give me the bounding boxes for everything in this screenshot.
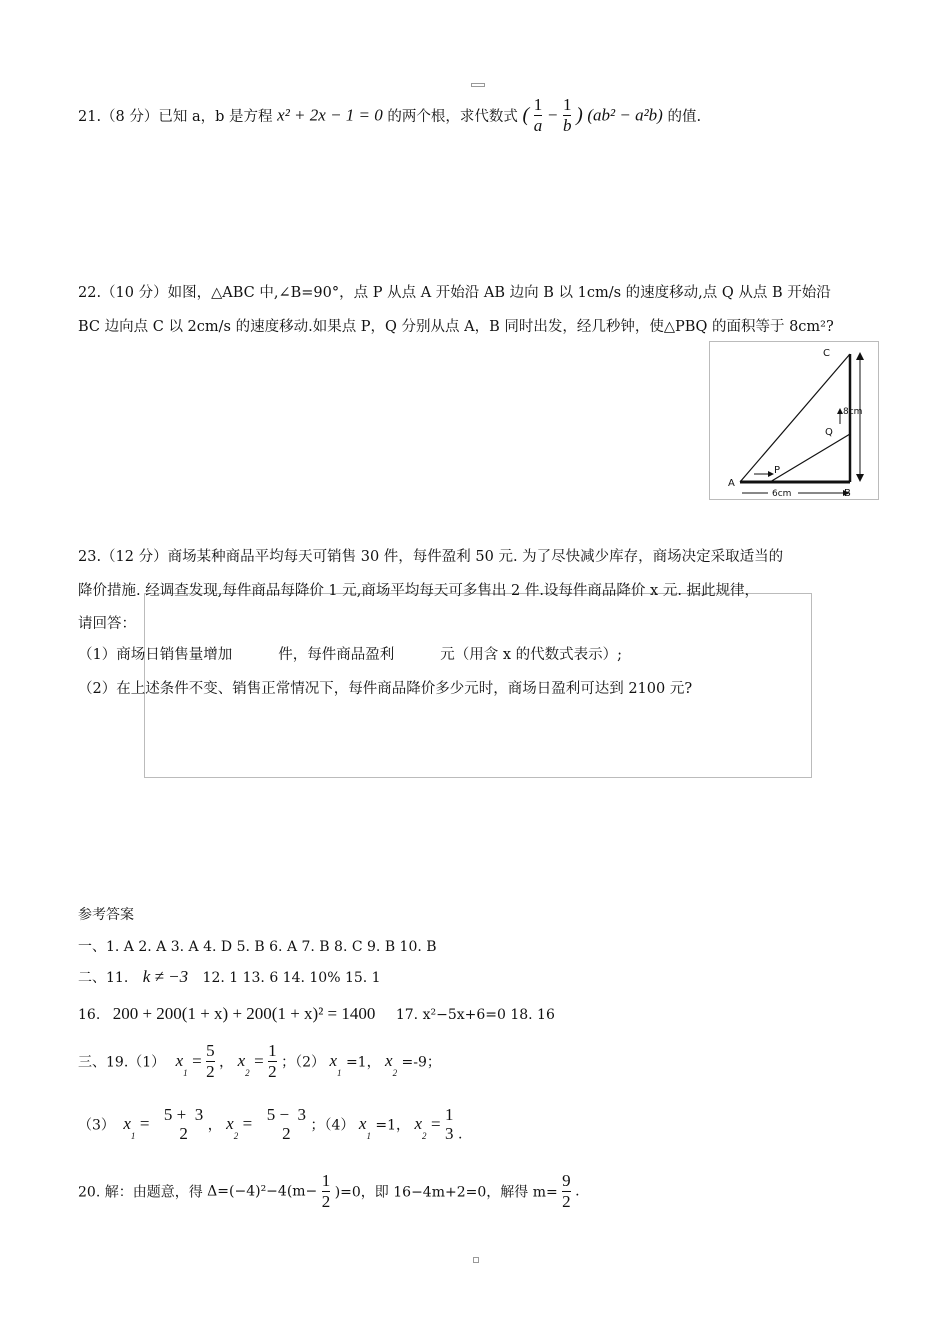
q22-line1: 22.（10 分）如图，△ABC 中,∠B=90°，点 P 从点 A 开始沿 AB 边向 B 以 1cm/s 的速度移动,点 Q 从点 B 开始沿 (78, 285, 831, 301)
bc-arrow-top (856, 352, 864, 360)
answers-line4 (78, 1042, 441, 1092)
answers-20-period: . (575, 1183, 580, 1200)
answers-19-label: 三、19.（1） (78, 1054, 166, 1071)
label-bc-length: 8cm (843, 407, 863, 417)
frac-5-minus-sqrt3: 5 − 3 2 (266, 1105, 307, 1143)
x1-var-b: $x_1$ (329, 1050, 342, 1079)
q23-part1-a: （1）商场日销售量增加 (78, 647, 233, 663)
equals-4: = (242, 1114, 253, 1134)
frac-1-3: 1 3 (445, 1105, 454, 1143)
q21-minus: − (546, 105, 559, 125)
label-c: C (823, 348, 830, 359)
comma: ， (219, 1054, 234, 1071)
answers-line2-prefix: 二、11. (78, 970, 129, 986)
x1-var: $x_1$ (175, 1050, 188, 1079)
answers-q16-expr: 200 + 200(1 + x) + 200(1 + x)² = 1400 (112, 1004, 376, 1023)
top-page-mark (471, 83, 485, 87)
answers-19-part2-x2: =-9； (401, 1054, 441, 1071)
answers-20-prefix: 20. 解：由题意，得 (78, 1184, 203, 1201)
answers-20-rest: )=0，即 16−4m+2=0，解得 m= (334, 1184, 558, 1201)
answers-line3 (78, 1004, 555, 1024)
answers-title: 参考答案 (78, 907, 134, 923)
equals-2: = (254, 1051, 264, 1071)
answers-line6 (78, 1172, 580, 1216)
answers-19-part2-x1: =1， (345, 1054, 381, 1071)
x1-var-c: $x_1$ (123, 1113, 136, 1142)
label-q: Q (825, 427, 833, 438)
answers-line3-rest: 17. x²−5x+6=0 18. 16 (395, 1007, 555, 1023)
label-b: B (844, 488, 851, 499)
frac-9-2: $\frac{9}{2}$ (562, 1171, 571, 1211)
answers-line2-rest: 12. 1 13. 6 14. 10% 15. 1 (202, 970, 381, 986)
x2-var: $x_2$ (237, 1050, 250, 1079)
side-ac (740, 354, 850, 482)
answers-line1: 一、1. A 2. A 3. A 4. D 5. B 6. A 7. B 8. C 9. B 10. B (78, 939, 437, 955)
x2-var-b: $x_2$ (385, 1050, 398, 1079)
question-21 (78, 96, 701, 140)
q21-frac-1-over-b: $\frac{1}{b}$ (562, 95, 572, 135)
equals-5: = (430, 1114, 441, 1134)
bottom-page-mark (473, 1257, 479, 1263)
answers-19-part2-label: ；（2） (281, 1054, 325, 1071)
answers-line3-prefix: 16. (78, 1007, 101, 1023)
equals-3: = (139, 1114, 150, 1134)
bc-arrow-bottom (856, 474, 864, 482)
q22-figure (709, 341, 879, 500)
answers-line5 (78, 1106, 462, 1156)
q22-line2: BC 边向点 C 以 2cm/s 的速度移动.如果点 P，Q 分别从点 A，B 同时出发，经几秒钟，使△PBQ 的面积等于 8cm²? (78, 319, 834, 335)
label-p: P (774, 465, 781, 476)
comma-2: ， (207, 1117, 222, 1134)
q23-part1 (78, 643, 622, 664)
q23-line2: 降价措施. 经调查发现,每件商品每降价 1 元,商场平均每天可多售出 2 件.设每件商品降价 x 元. 据此规律， (78, 583, 760, 599)
answers-19-part4-x1: =1， (375, 1117, 411, 1134)
q23-line1: 23.（12 分）商场某种商品平均每天可销售 30 件，每件盈利 50 元. 为了尽快减少库存，商场决定采取适当的 (78, 549, 784, 565)
q21-expr-tail: (ab² − a²b) (587, 105, 663, 125)
frac-1-2: $\frac{1}{2}$ (268, 1041, 277, 1081)
frac-half: $\frac{1}{2}$ (321, 1171, 331, 1211)
q21-suffix: 的值. (667, 108, 702, 125)
x2-var-c: $x_2$ (226, 1113, 239, 1142)
label-a: A (728, 478, 735, 489)
frac-5-plus-sqrt3: 5 + 3 2 (163, 1105, 204, 1143)
q21-prefix: 21.（8 分）已知 a，b 是方程 (78, 108, 273, 125)
q21-frac-1-over-a: $\frac{1}{a}$ (533, 95, 543, 135)
q21-paren-open: ( (522, 103, 530, 126)
x2-var-d: $x_2$ (414, 1113, 427, 1142)
period: . (457, 1126, 463, 1143)
q21-equation: x² + 2x − 1 = 0 (277, 105, 383, 125)
q23-part1-b: 件，每件商品盈利 (278, 647, 395, 663)
q23-part1-c: 元（用含 x 的代数式表示）; (440, 647, 623, 663)
answers-line2 (78, 967, 381, 987)
segment-pq (770, 434, 850, 482)
label-ab-length: 6cm (772, 489, 792, 499)
answers-q11-expr: k ≠ −3 (142, 967, 189, 986)
q21-middle: 的两个根，求代数式 (387, 108, 518, 125)
q23-part2: （2）在上述条件不变、销售正常情况下，每件商品降价多少元时，商场日盈利可达到 2100 元? (78, 681, 693, 697)
equals: = (192, 1051, 202, 1071)
q21-paren-close: ) (576, 103, 583, 126)
triangle-diagram (710, 342, 878, 499)
answers-20-delta: Δ=(−4)²−4(m− (207, 1183, 318, 1200)
q23-line3: 请回答： (78, 616, 136, 632)
answers-19-part4-label: ；（4） (310, 1117, 355, 1134)
frac-5-2: $\frac{5}{2}$ (206, 1041, 215, 1081)
answers-19-part3-label: （3） (78, 1117, 115, 1134)
x1-var-d: $x_1$ (358, 1113, 371, 1142)
